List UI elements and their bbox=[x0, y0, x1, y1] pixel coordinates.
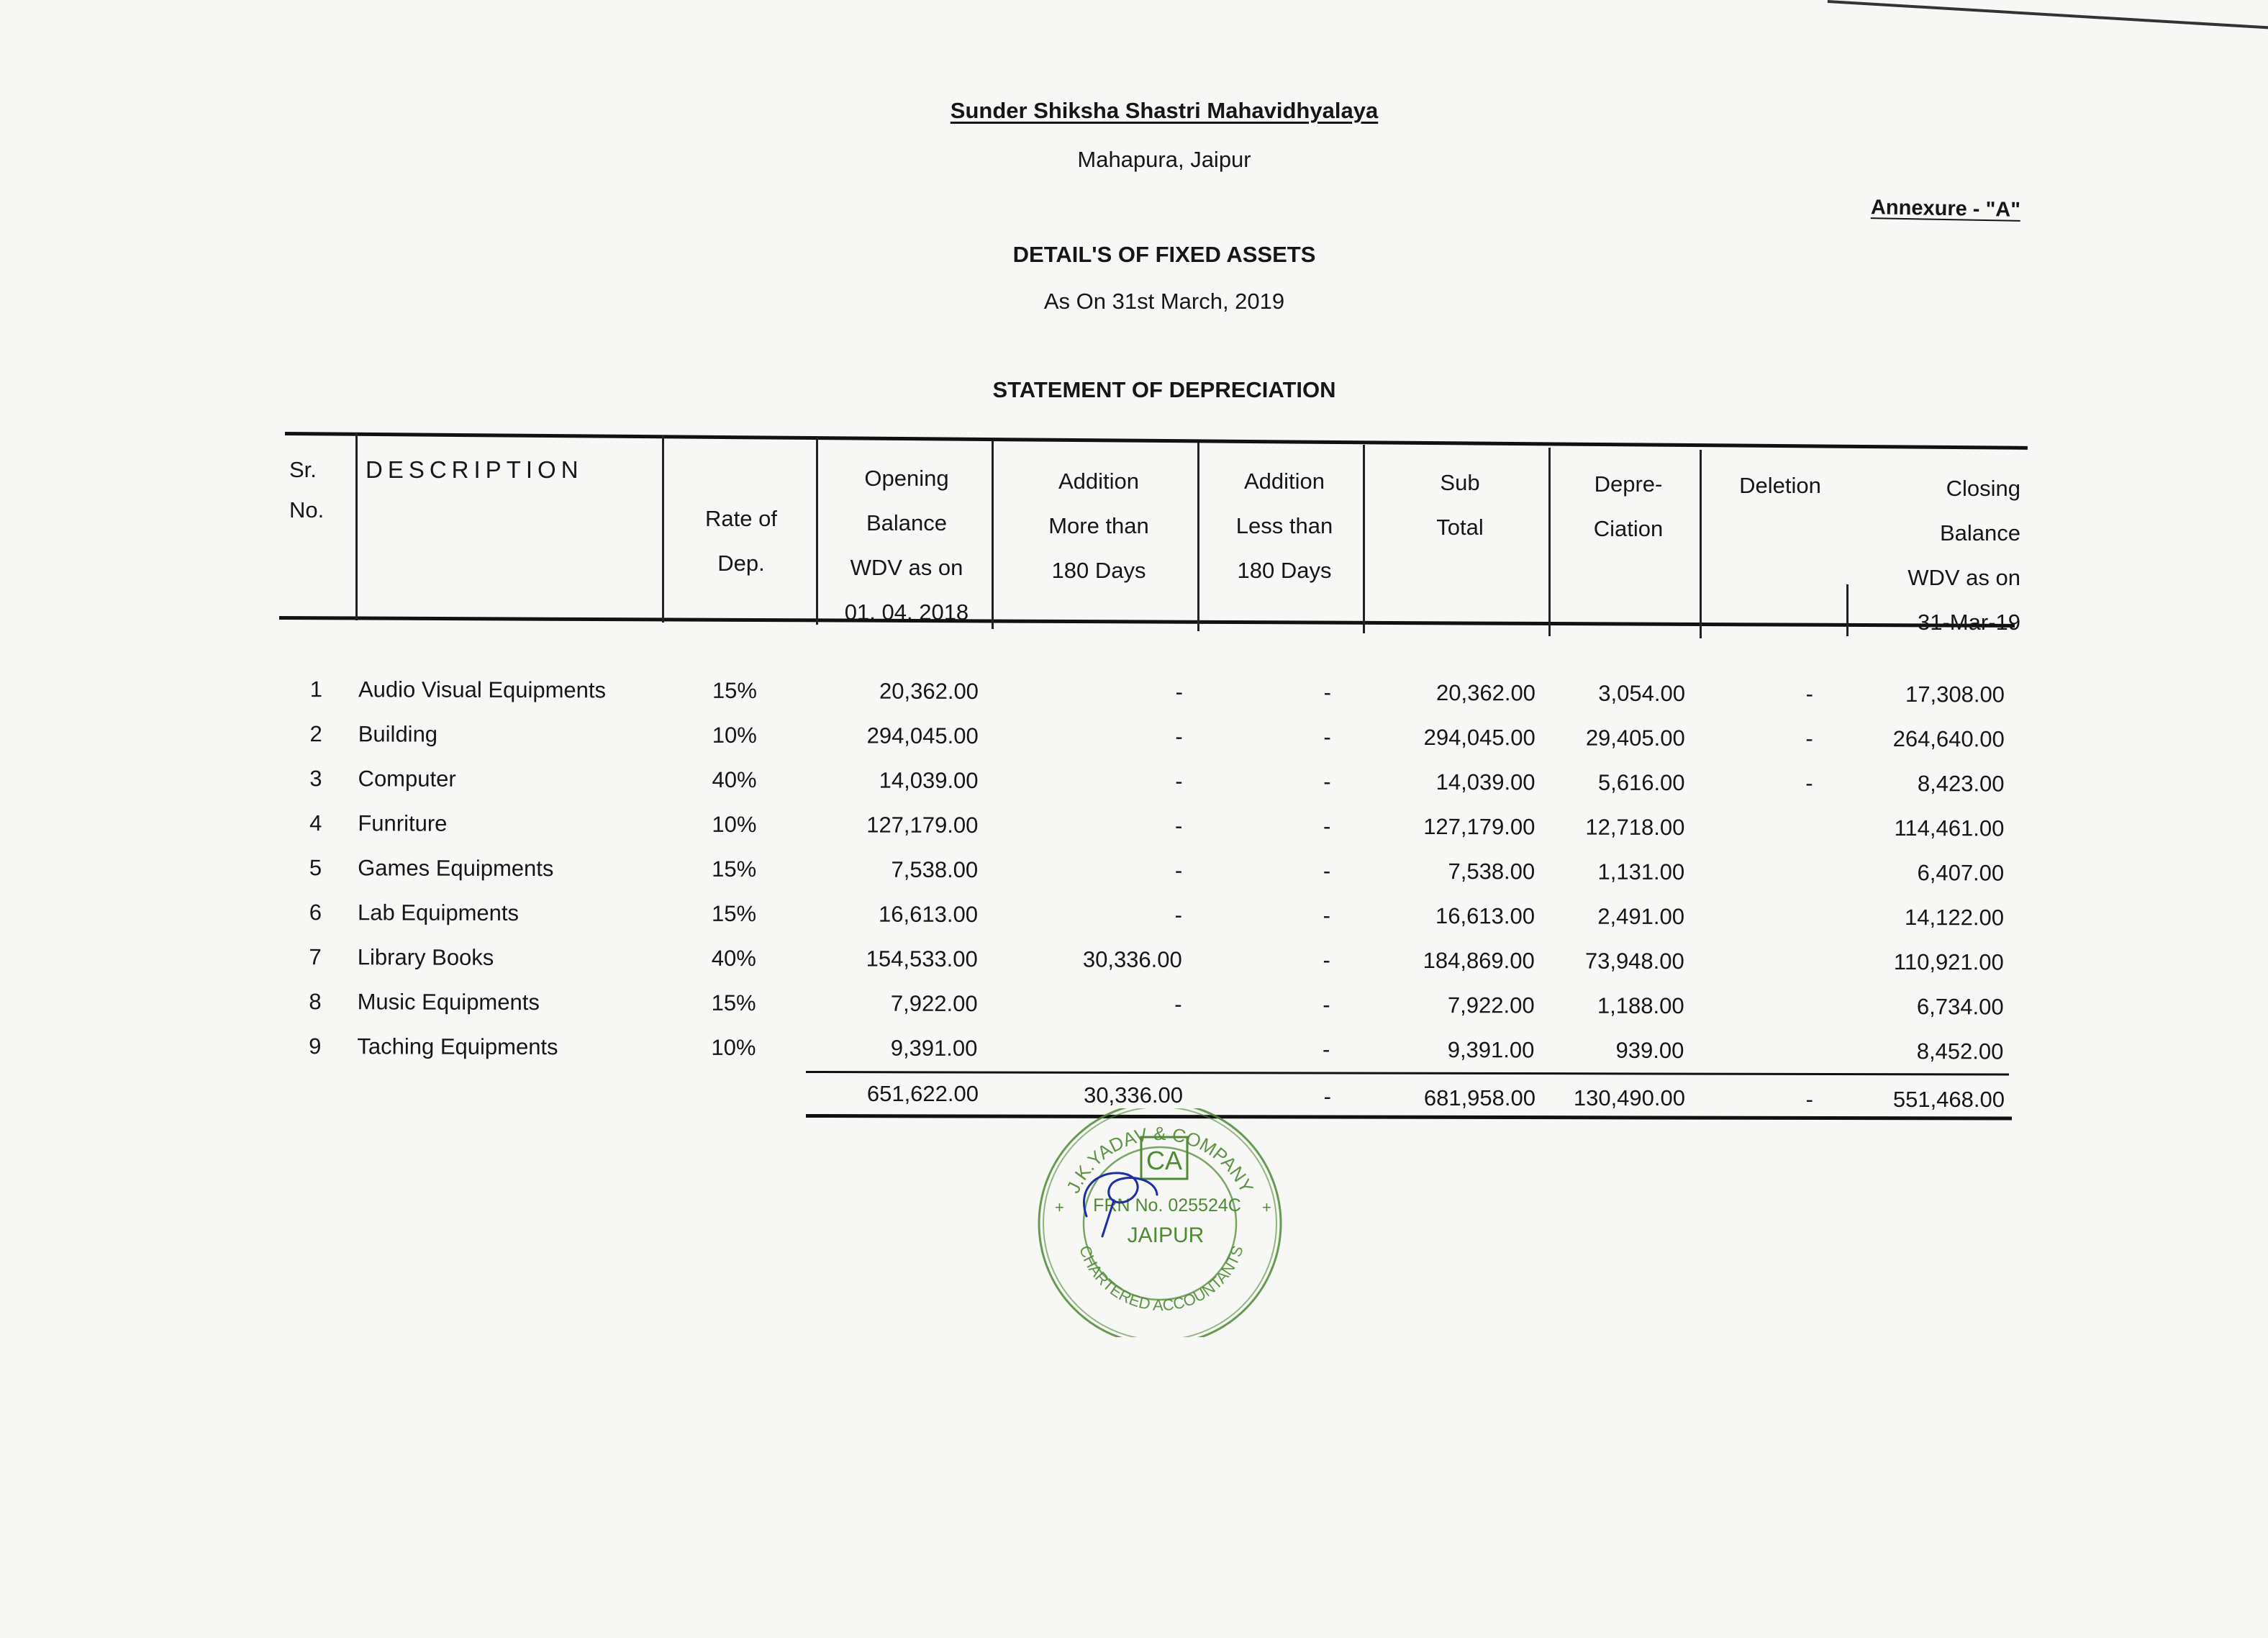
cell-closing: 264,640.00 bbox=[1892, 726, 2005, 752]
cell-closing: 6,407.00 bbox=[1917, 860, 2005, 886]
cell-sub-total: 184,869.00 bbox=[1423, 947, 1535, 974]
header-deletion: Deletion bbox=[1739, 473, 1821, 498]
stamp-star-right-icon: + bbox=[1262, 1198, 1271, 1216]
cell-sub-total: 7,538.00 bbox=[1448, 859, 1536, 884]
cell-depreciation: 29,405.00 bbox=[1585, 725, 1685, 751]
document-date: As On 31st March, 2019 bbox=[1043, 289, 1285, 314]
cell-sub-total: 127,179.00 bbox=[1423, 813, 1536, 840]
stamp-firm-name: J.K.YADAV & COMPANY bbox=[1061, 1123, 1258, 1197]
cell-sr: 6 bbox=[309, 900, 322, 926]
cell-closing: 8,452.00 bbox=[1916, 1039, 2004, 1064]
cell-sr: 7 bbox=[309, 944, 322, 970]
cell-addition-less: - bbox=[1323, 992, 1330, 1018]
cell-depreciation: 2,491.00 bbox=[1597, 903, 1685, 930]
total-sub-total: 681,958.00 bbox=[1423, 1085, 1536, 1110]
cell-description: Lab Equipments bbox=[357, 900, 520, 926]
institution-location: Mahapura, Jaipur bbox=[1077, 147, 1251, 172]
total-closing: 551,468.00 bbox=[1892, 1087, 2005, 1112]
cell-closing: 6,734.00 bbox=[1916, 994, 2004, 1020]
cell-opening: 294,045.00 bbox=[866, 723, 979, 749]
cell-addition-more: - bbox=[1174, 902, 1183, 928]
header-bottom-border bbox=[279, 616, 2015, 628]
cell-rate: 10% bbox=[712, 811, 757, 838]
cell-depreciation: 73,948.00 bbox=[1584, 948, 1684, 974]
cell-opening: 7,538.00 bbox=[891, 856, 979, 883]
cell-opening: 16,613.00 bbox=[879, 901, 979, 928]
cell-depreciation: 12,718.00 bbox=[1585, 814, 1685, 841]
cell-addition-less: - bbox=[1323, 679, 1332, 705]
cell-addition-more: - bbox=[1174, 991, 1182, 1017]
cell-depreciation: 1,131.00 bbox=[1597, 859, 1685, 885]
cell-sub-total: 9,391.00 bbox=[1447, 1037, 1535, 1063]
cell-sr: 1 bbox=[309, 677, 323, 702]
cell-rate: 10% bbox=[712, 722, 757, 748]
subtotal-rule-top bbox=[806, 1071, 2009, 1076]
header-sub-total: Sub Total bbox=[1436, 470, 1484, 540]
cell-opening: 20,362.00 bbox=[879, 678, 979, 705]
cell-deletion: - bbox=[1805, 681, 1814, 707]
document-title: DETAIL'S OF FIXED ASSETS bbox=[1012, 242, 1316, 267]
cell-addition-less: - bbox=[1323, 902, 1331, 928]
cell-description: Taching Equipments bbox=[357, 1033, 558, 1060]
cell-closing: 114,461.00 bbox=[1894, 815, 2005, 841]
total-opening: 651,622.00 bbox=[866, 1081, 979, 1106]
cell-sr: 8 bbox=[309, 989, 322, 1015]
cell-depreciation: 939.00 bbox=[1615, 1037, 1684, 1064]
cell-description: Funriture bbox=[358, 810, 448, 836]
ca-firm-stamp bbox=[1033, 1108, 1287, 1337]
col-divider-3 bbox=[816, 438, 818, 625]
stamp-bottom-text: CHARTERED ACCOUNTANTS bbox=[1076, 1243, 1247, 1315]
cell-addition-less: - bbox=[1323, 769, 1331, 795]
total-addition-more: 30,336.00 bbox=[1084, 1082, 1183, 1108]
cell-addition-more: - bbox=[1175, 813, 1183, 838]
cell-deletion: - bbox=[1805, 770, 1813, 796]
cell-closing: 110,921.00 bbox=[1893, 949, 2004, 975]
cell-description: Audio Visual Equipments bbox=[358, 677, 607, 703]
header-depreciation: Depre- Ciation bbox=[1593, 471, 1664, 541]
header-opening: Opening Balance WDV as on 01. 04. 2018 bbox=[844, 466, 969, 625]
cell-description: Games Equipments bbox=[358, 855, 554, 882]
annexure-label: Annexure - "A" bbox=[1870, 196, 2021, 222]
cell-addition-less: - bbox=[1323, 947, 1330, 973]
cell-depreciation: 3,054.00 bbox=[1598, 680, 1686, 707]
cell-rate: 40% bbox=[712, 766, 757, 793]
institution-name: Sunder Shiksha Shastri Mahavidhyalaya bbox=[950, 98, 1379, 123]
cell-sr: 5 bbox=[309, 855, 322, 881]
cell-closing: 14,122.00 bbox=[1905, 905, 2005, 931]
cell-sr: 9 bbox=[309, 1033, 322, 1059]
cell-addition-less: - bbox=[1323, 813, 1331, 839]
cell-rate: 15% bbox=[712, 856, 757, 882]
svg-text:CA: CA bbox=[1146, 1146, 1183, 1175]
cell-opening: 14,039.00 bbox=[879, 767, 979, 794]
cell-description: Computer bbox=[358, 766, 456, 792]
total-depreciation: 130,490.00 bbox=[1573, 1085, 1685, 1110]
cell-addition-less: - bbox=[1323, 724, 1331, 750]
stamp-frn: FRN No. 025524C bbox=[1093, 1195, 1241, 1216]
statement-title: STATEMENT OF DEPRECIATION bbox=[992, 377, 1336, 402]
cell-addition-more: - bbox=[1175, 723, 1183, 749]
cell-rate: 15% bbox=[712, 677, 758, 704]
cell-addition-more: 30,336.00 bbox=[1082, 946, 1182, 972]
cell-addition-more: - bbox=[1174, 857, 1183, 883]
cell-addition-less: - bbox=[1323, 1036, 1330, 1062]
cell-opening: 7,922.00 bbox=[890, 990, 978, 1017]
cell-depreciation: 1,188.00 bbox=[1597, 992, 1684, 1019]
header-rate: Rate of Dep. bbox=[705, 506, 777, 576]
corner-line bbox=[1828, 0, 2268, 33]
cell-sub-total: 16,613.00 bbox=[1435, 903, 1536, 929]
cell-addition-less: - bbox=[1323, 858, 1331, 884]
cell-description: Music Equipments bbox=[357, 989, 540, 1015]
cell-opening: 154,533.00 bbox=[866, 946, 978, 972]
header-description: DESCRIPTION bbox=[366, 456, 584, 483]
subtotal-rule-bottom bbox=[806, 1114, 2012, 1121]
col-divider-1 bbox=[355, 433, 358, 620]
cell-addition-more: - bbox=[1175, 768, 1183, 794]
cell-sr: 4 bbox=[309, 810, 322, 836]
cell-sub-total: 14,039.00 bbox=[1435, 769, 1536, 795]
cell-opening: 9,391.00 bbox=[890, 1035, 978, 1062]
cell-depreciation: 5,616.00 bbox=[1597, 769, 1685, 796]
cell-addition-more: - bbox=[1175, 679, 1184, 705]
cell-rate: 10% bbox=[711, 1034, 756, 1061]
cell-rate: 40% bbox=[711, 945, 756, 972]
header-addition-more: Addition More than 180 Days bbox=[1048, 469, 1149, 583]
cell-description: Building bbox=[358, 721, 438, 747]
cell-closing: 8,423.00 bbox=[1917, 771, 2005, 797]
cell-sr: 3 bbox=[309, 766, 322, 792]
col-divider-2 bbox=[662, 435, 664, 623]
stamp-city: JAIPUR bbox=[1127, 1223, 1205, 1247]
cell-closing: 17,308.00 bbox=[1905, 682, 2005, 707]
header-sr: Sr. No. bbox=[289, 457, 325, 522]
cell-sub-total: 294,045.00 bbox=[1423, 724, 1536, 751]
cell-deletion: - bbox=[1805, 725, 1813, 751]
total-deletion: - bbox=[1805, 1087, 1813, 1112]
cell-sub-total: 20,362.00 bbox=[1435, 680, 1536, 706]
header-closing: Closing Balance WDV as on 31-Mar-19 bbox=[1908, 476, 2020, 635]
total-addition-less: - bbox=[1323, 1084, 1331, 1109]
header-addition-less: Addition Less than 180 Days bbox=[1235, 469, 1333, 583]
stamp-star-left-icon: + bbox=[1055, 1198, 1064, 1216]
cell-sr: 2 bbox=[309, 721, 322, 747]
cell-rate: 15% bbox=[711, 990, 756, 1016]
cell-description: Library Books bbox=[357, 944, 494, 970]
cell-sub-total: 7,922.00 bbox=[1447, 992, 1535, 1018]
cell-opening: 127,179.00 bbox=[866, 812, 979, 838]
cell-rate: 15% bbox=[711, 900, 757, 927]
